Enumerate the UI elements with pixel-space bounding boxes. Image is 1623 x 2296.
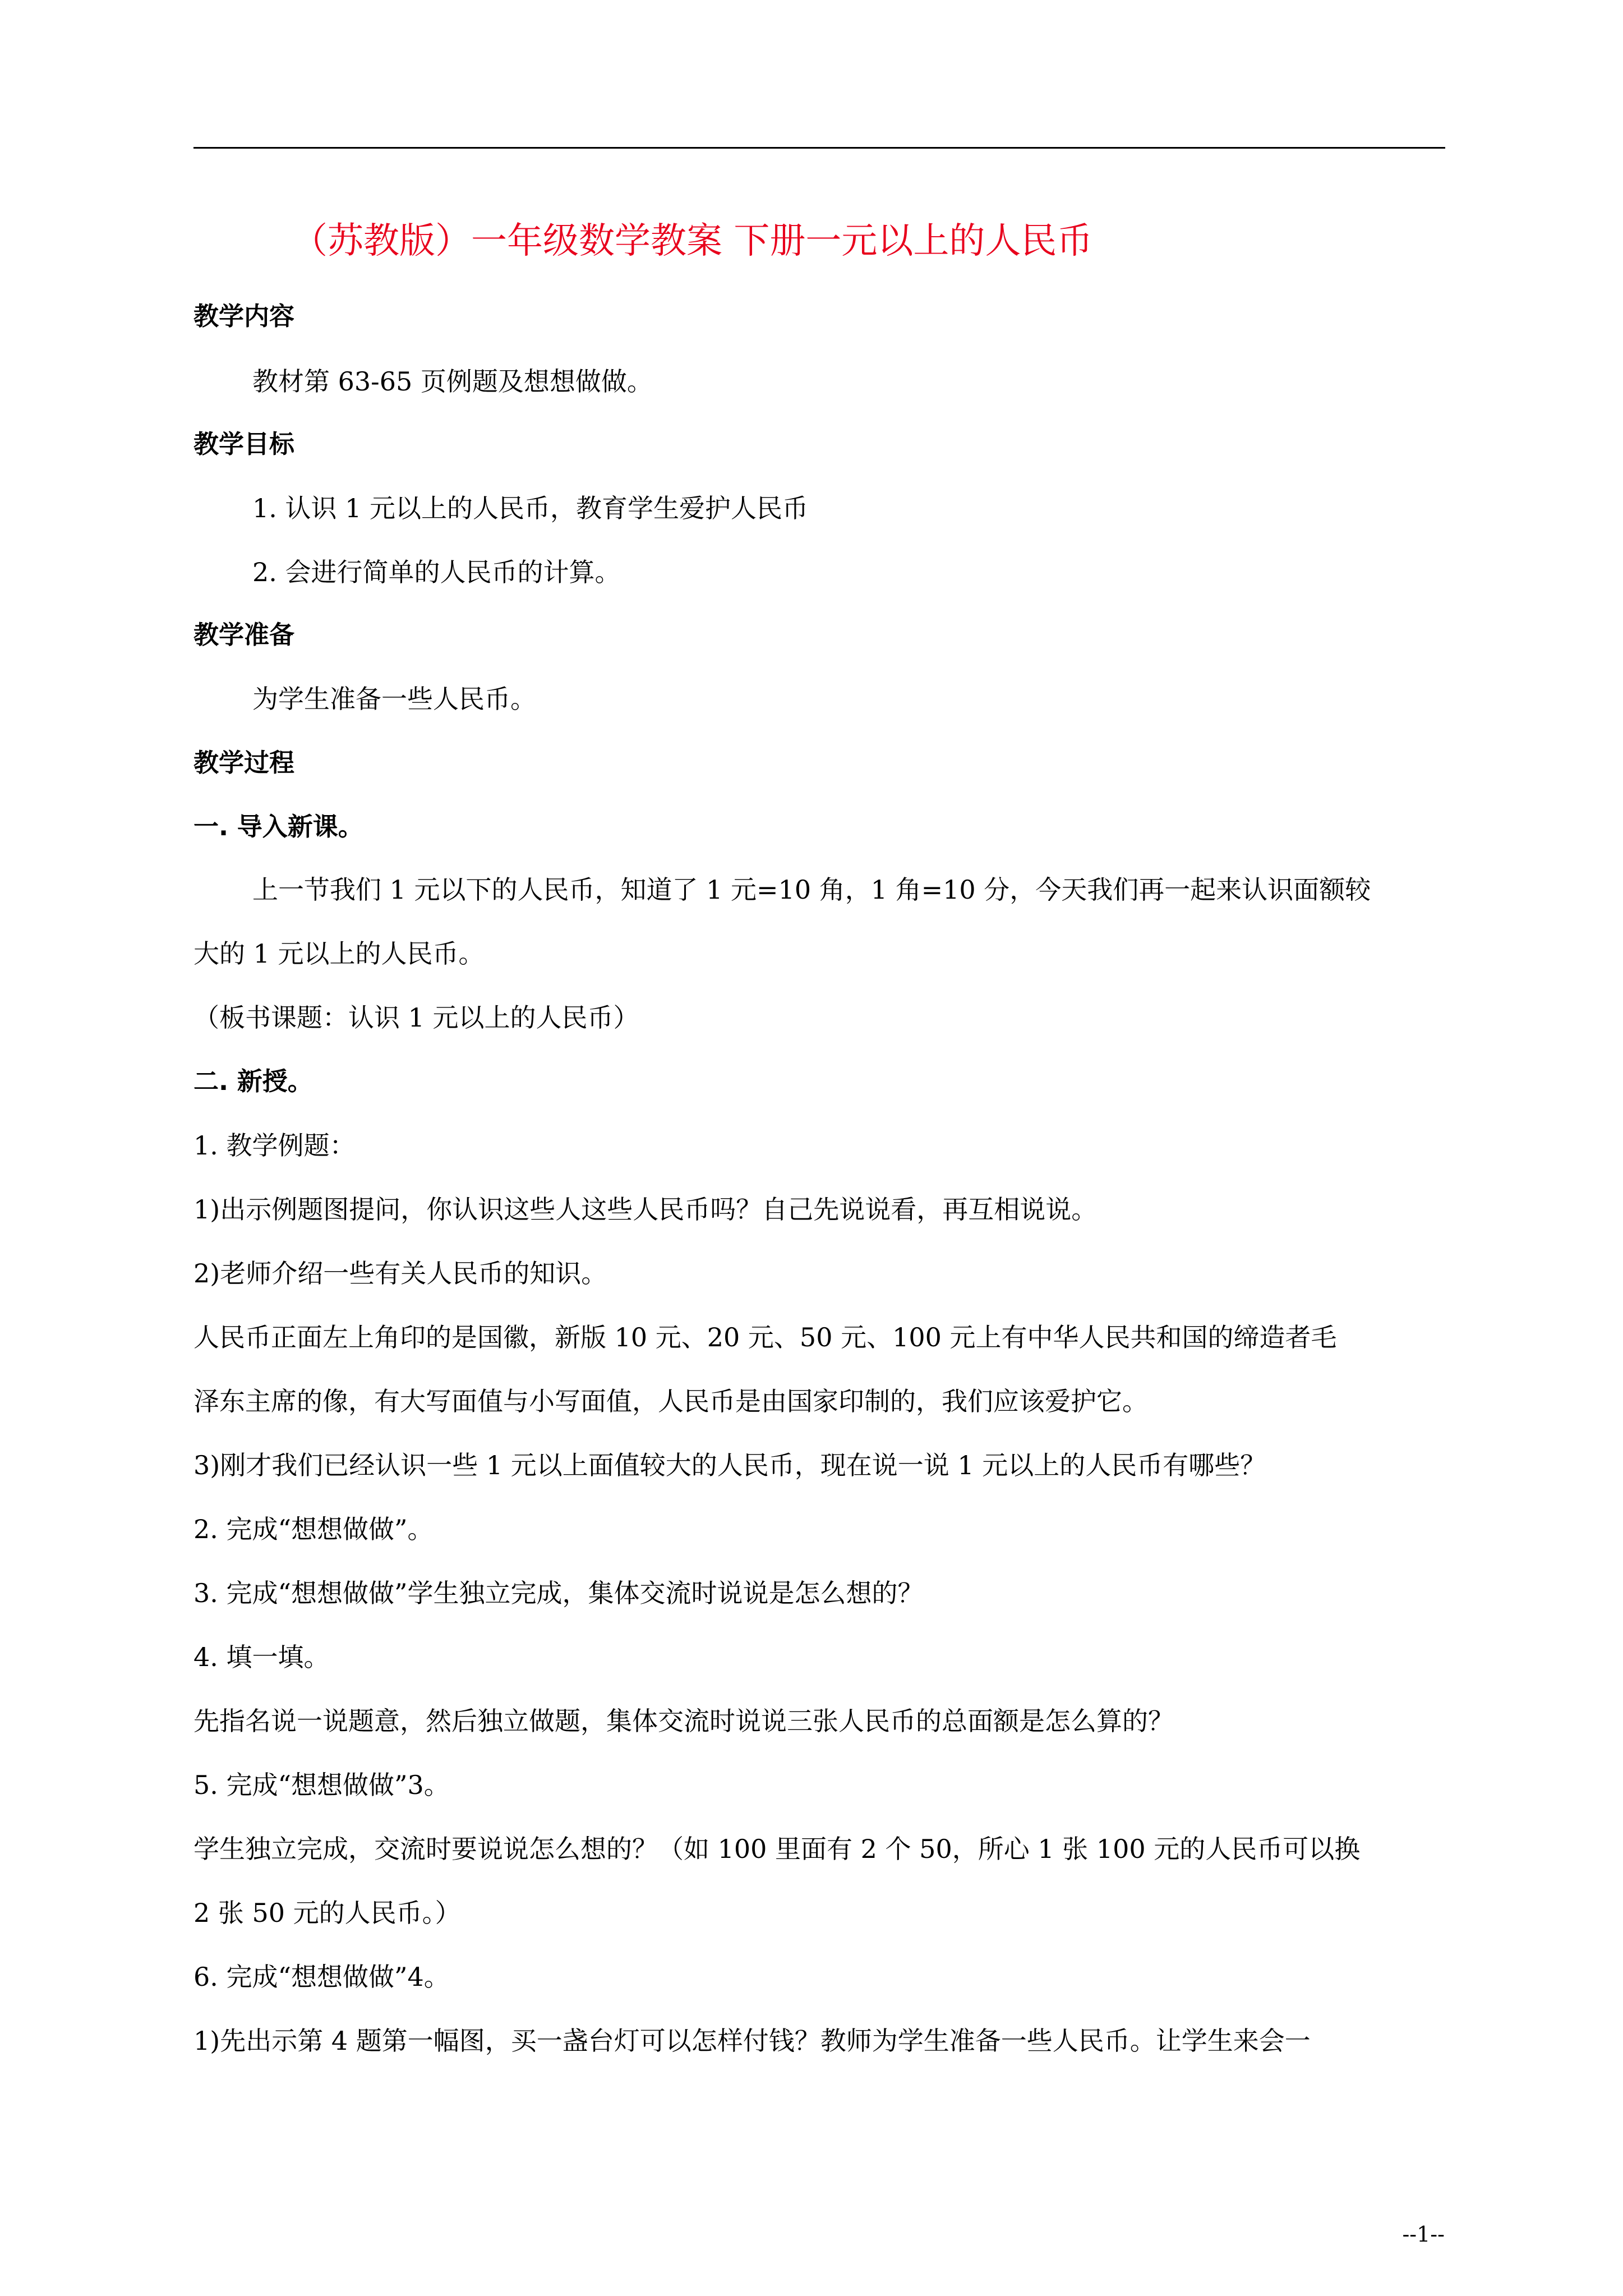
paragraph-line: 泽东主席的像，有大写面值与小写面值，人民币是由国家印制的，我们应该爱护它。 bbox=[193, 1386, 1148, 1416]
paragraph-line: 上一节我们 1 元以下的人民币，知道了 1 元=10 角，1 角=10 分，今天我们再一起来认识面额较 bbox=[252, 875, 1371, 905]
paragraph-line: 人民币正面左上角印的是国徽，新版 10 元、20 元、50 元、100 元上有中华人民共和国的缔造者毛 bbox=[193, 1322, 1337, 1352]
page-number: --1-- bbox=[1402, 2222, 1445, 2247]
subsection-heading-intro: 一. 导入新课。 bbox=[193, 812, 363, 841]
document-title: （苏教版）一年级数学教案 下册一元以上的人民币 bbox=[292, 220, 1093, 262]
paragraph-line: 3. 完成“想想做做”学生独立完成，集体交流时说说是怎么想的？ bbox=[193, 1578, 924, 1608]
paragraph-line: 1. 认识 1 元以上的人民币，教育学生爱护人民币 bbox=[252, 493, 809, 523]
paragraph-line: 教材第 63-65 页例题及想想做做。 bbox=[252, 366, 653, 397]
paragraph-line: 学生独立完成，交流时要说说怎么想的？（如 100 里面有 2 个 50，所心 1 张 100 元的人民币可以换 bbox=[193, 1834, 1361, 1864]
paragraph-line: 2. 完成“想想做做”。 bbox=[193, 1514, 434, 1544]
paragraph-line: （板书课题：认识 1 元以上的人民币） bbox=[193, 1002, 639, 1033]
paragraph-line: 6. 完成“想想做做”4。 bbox=[193, 1962, 450, 1992]
paragraph-line: 先指名说一说题意，然后独立做题，集体交流时说说三张人民币的总面额是怎么算的？ bbox=[193, 1706, 1174, 1736]
paragraph-line: 1)先出示第 4 题第一幅图，买一盏台灯可以怎样付钱？教师为学生准备一些人民币。让学生来会一 bbox=[193, 2026, 1311, 2056]
section-heading-preparation: 教学准备 bbox=[193, 620, 295, 650]
section-heading-content: 教学内容 bbox=[193, 301, 295, 331]
paragraph-line: 5. 完成“想想做做”3。 bbox=[193, 1770, 450, 1800]
paragraph-line: 2. 会进行简单的人民币的计算。 bbox=[252, 557, 621, 587]
paragraph-line: 4. 填一填。 bbox=[193, 1642, 330, 1672]
paragraph-line: 大的 1 元以上的人民币。 bbox=[193, 938, 485, 969]
section-heading-process: 教学过程 bbox=[193, 748, 295, 777]
paragraph-line: 1)出示例题图提问，你认识这些人这些人民币吗？自己先说说看，再互相说说。 bbox=[193, 1194, 1098, 1225]
section-heading-goals: 教学目标 bbox=[193, 429, 295, 459]
paragraph-line: 为学生准备一些人民币。 bbox=[252, 684, 536, 714]
paragraph-line: 2)老师介绍一些有关人民币的知识。 bbox=[193, 1258, 607, 1289]
paragraph-line: 2 张 50 元的人民币。） bbox=[193, 1898, 461, 1928]
subsection-heading-new-lesson: 二. 新授。 bbox=[193, 1066, 313, 1096]
paragraph-line: 1. 教学例题： bbox=[193, 1130, 356, 1161]
header-rule bbox=[193, 147, 1445, 149]
paragraph-line: 3)刚才我们已经认识一些 1 元以上面值较大的人民币，现在说一说 1 元以上的人民币有哪些？ bbox=[193, 1450, 1266, 1480]
